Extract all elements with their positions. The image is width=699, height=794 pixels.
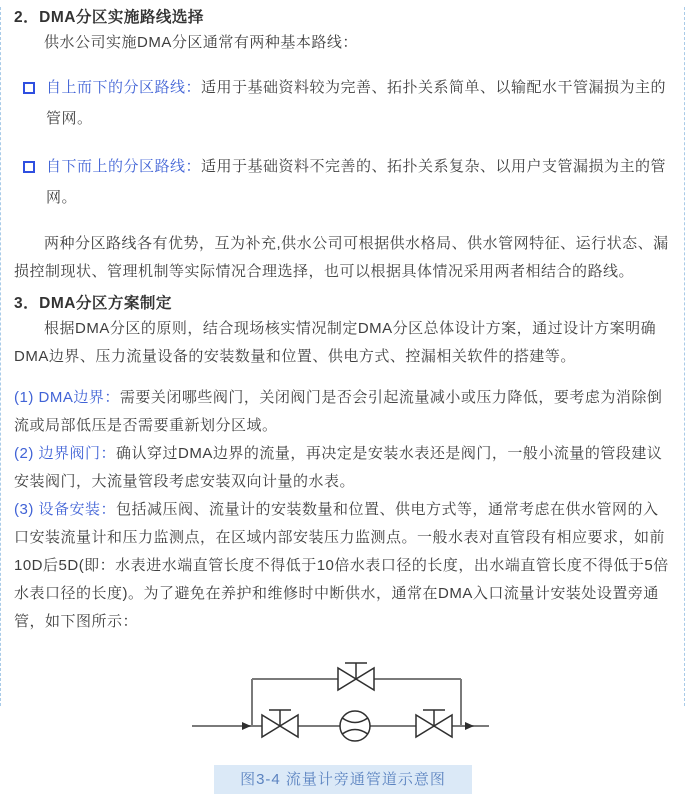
- item-body: 包括减压阀、流量计的安装数量和位置、供电方式等，通常考虑在供水管网的入口安装流量计和压力监测点，在区域内部安装压力监测点。一般水表对直管段有相应要求，如前10D后5D(即：水表进水端直管长度不得低于10倍水表口径的长度，出水端直管长度不得低于5倍水表口径的长度)。为了避免在养护和维修时中断供水，通常在DMA入口流量计安装处设置旁通管，如下图所示：: [14, 501, 669, 630]
- item-body: 需要关闭哪些阀门，关闭阀门是否会引起流量减小或压力降低，要考虑为消除倒流或局部低压是否需要重新划分区域。: [14, 389, 663, 434]
- item-dma-boundary: [14, 384, 672, 440]
- bypass-pipe-diagram: [14, 644, 672, 762]
- bullet-text: [46, 151, 672, 213]
- figure-caption: 图3-4 流量计旁通管道示意图: [214, 765, 472, 794]
- bullet-body: 适用于基础资料不完善的、拓扑关系复杂、以用户支管漏损为主的管网。: [46, 158, 667, 206]
- section3-heading: 3．DMA分区方案制定: [14, 295, 172, 312]
- bypass-valve-icon: [338, 663, 374, 690]
- bullet-text: [46, 72, 672, 134]
- bullet-lead: 自上而下的分区路线：: [46, 79, 202, 96]
- item-boundary-valve: [14, 440, 672, 496]
- numbered-items: [14, 384, 672, 636]
- section3-intro: 根据DMA分区的原则，结合现场核实情况制定DMA分区总体设计方案，通过设计方案明确DMA边界、压力流量设备的安装数量和位置、供电方式、控漏相关软件的搭建等。: [14, 320, 657, 365]
- list-item: [14, 72, 672, 134]
- bullet-body: 适用于基础资料较为完善、拓扑关系简单、以输配水干管漏损为主的管网。: [46, 79, 667, 127]
- document-content: [1, 7, 684, 794]
- section2-intro: 供水公司实施DMA分区通常有两种基本路线：: [44, 34, 358, 51]
- outlet-flow-arrow-icon: [465, 722, 474, 730]
- left-isolation-valve-icon: [262, 710, 298, 737]
- section2-summary: 两种分区路线各有优势，互为补充,供水公司可根据供水格局、供水管网特征、运行状态、漏损控制现状、管理机制等实际情况合理选择，也可以根据具体情况采用两者相结合的路线。: [14, 235, 669, 280]
- route-bullet-list: [14, 72, 672, 213]
- item-lead: (2) 边界阀门：: [14, 445, 117, 462]
- bypass-pipe-svg: [14, 644, 699, 758]
- document-page: [0, 7, 685, 788]
- inlet-flow-arrow-icon: [242, 722, 251, 730]
- flow-meter-icon: [340, 711, 370, 741]
- square-bullet-icon: [23, 82, 35, 94]
- item-lead: (3) 设备安装：: [14, 501, 117, 518]
- item-lead: (1) DMA边界：: [14, 389, 120, 406]
- section2-heading: 2．DMA分区实施路线选择: [14, 9, 204, 26]
- square-bullet-icon: [23, 161, 35, 173]
- figure-caption-row: [14, 765, 672, 794]
- right-isolation-valve-icon: [416, 710, 452, 737]
- list-item: [14, 151, 672, 213]
- item-body: 确认穿过DMA边界的流量，再决定是安装水表还是阀门，一般小流量的管段建议安装阀门，大流量管段考虑安装双向计量的水表。: [14, 445, 663, 490]
- bullet-lead: 自下而上的分区路线：: [46, 158, 202, 175]
- item-equipment-install: [14, 496, 672, 636]
